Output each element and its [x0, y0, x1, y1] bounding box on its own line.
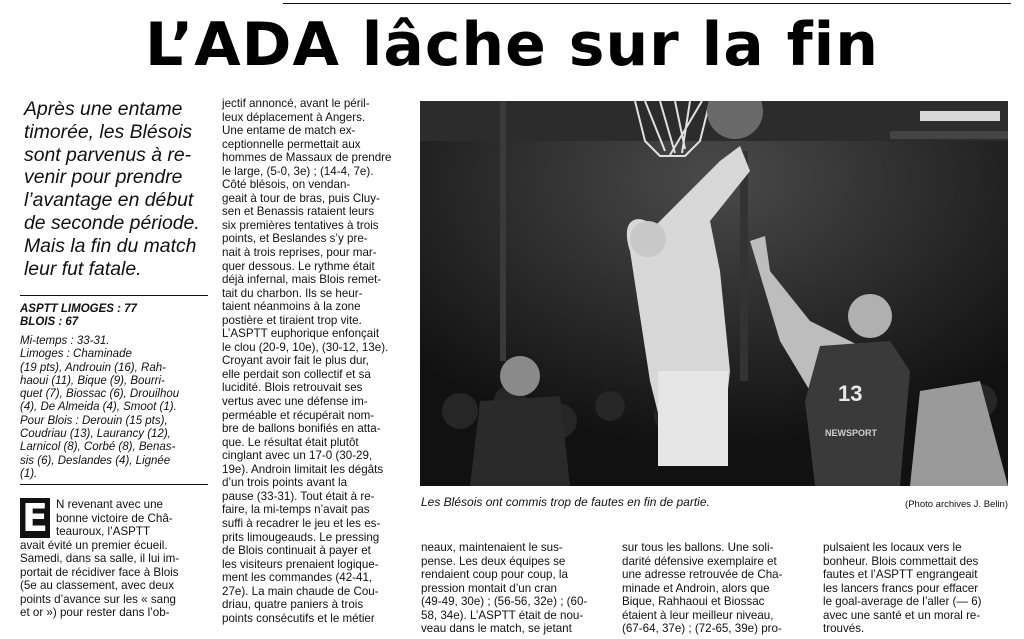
article-line: Bique, Rahhaoui et Biossac	[622, 595, 765, 609]
article-line: avec une santé et un moral re-	[823, 608, 981, 622]
compo-line: haoui (11), Bique (9), Bourri-	[20, 374, 165, 387]
article-line: les visiteurs prenaient logique-	[222, 557, 379, 571]
chapo-line: sont parvenus à re-	[24, 143, 192, 166]
article-line: Samedi, dans sa salle, il lui im-	[20, 552, 180, 566]
article-line: points d’avance sur les « sang	[20, 592, 176, 606]
article-line: bonheur. Blois commettait des	[823, 554, 979, 568]
score-box-top-rule	[20, 295, 208, 296]
compo-line: Larnicol (8), Corbé (8), Benas-	[20, 441, 176, 454]
article-line: perméable et récupérait nom-	[222, 408, 375, 422]
article-line: 58, 34e). L’ASPTT était de nou-	[421, 608, 584, 622]
article-line: points consécutifs et le métier	[222, 611, 375, 625]
jersey-sponsor: NEWSPORT	[825, 428, 878, 438]
article-line: teauroux, l’ASPTT	[56, 525, 151, 539]
article-line: pression montait d’un cran	[421, 581, 557, 595]
chapo-line: venir pour prendre	[24, 166, 183, 189]
article-line: (5e au classement, avec deux	[20, 579, 175, 593]
article-line: les lancers francs pour effacer	[823, 581, 979, 595]
article-line: pulsaient les locaux vers le	[823, 541, 962, 554]
chapo-line: l’avantage en début	[24, 189, 194, 212]
article-line: et or ») pour rester dans l’ob-	[20, 606, 170, 620]
compo-line: Limoges : Chaminade	[20, 348, 132, 361]
article-line: une adresse retrouvée de Cha-	[622, 568, 783, 582]
chapo-line: Mais la fin du match	[24, 234, 197, 257]
compo-line: sis (6), Deslandes (4), Lignée	[20, 454, 171, 467]
article-line: rendaient coup pour coup, la	[421, 568, 568, 582]
article-line: vertus avec une défense im-	[222, 395, 368, 409]
article-line: minade et Androin, alors que	[622, 581, 770, 595]
article-line: de Blois continuait à payer et	[222, 544, 371, 558]
article-line: déjà infernal, mais Blois remet-	[222, 273, 382, 287]
article-line: Côté blésois, on vendan-	[222, 178, 351, 192]
score-home: ASPTT LIMOGES : 77	[20, 303, 137, 315]
article-line: ceptionnelle permettait aux	[222, 137, 361, 151]
article-column-2	[222, 97, 414, 625]
article-line: que. Le résultat était plutôt	[222, 435, 359, 449]
article-line: fautes et l’ASPTT engrangeait	[823, 568, 978, 582]
chapo-line: timorée, les Blésois	[24, 120, 193, 143]
article-line: postière et tiraient trop vite.	[222, 313, 362, 327]
compo-line: (4), De Almeida (4), Smoot (1).	[20, 401, 177, 414]
game-photo	[420, 101, 1008, 486]
article-line: elle perdait son collectif et sa	[222, 367, 371, 381]
article-line: geait à tour de bras, puis Cluy-	[222, 191, 380, 205]
photo-caption: Les Blésois ont commis trop de fautes en fin de partie.	[421, 495, 710, 509]
article-line: le goal-average de l’aller (— 6)	[823, 595, 982, 609]
article-line: 27e). La main chaude de Cou-	[222, 584, 379, 598]
article-line: trouvés.	[823, 622, 865, 636]
article-line: (67-64, 37e) ; (72-65, 39e) pro-	[622, 622, 782, 636]
article-line: jectif annoncé, avant le péril-	[222, 97, 370, 110]
article-line: avait évité un premier écueil.	[20, 538, 168, 552]
article-line: veau dans le match, se jetant	[421, 622, 572, 636]
score-away: BLOIS : 67	[20, 316, 79, 328]
top-rule	[283, 3, 1011, 4]
article-line: N revenant avec une	[56, 498, 163, 511]
photo-credit: (Photo archives J. Belin)	[905, 499, 1008, 510]
article-line: quer dessous. Le rythme était	[222, 259, 375, 273]
article-line: le large, (5-0, 3e) ; (14-4, 7e).	[222, 164, 374, 178]
score-box	[20, 303, 210, 329]
article-line: bonne victoire de Châ-	[56, 511, 173, 525]
article-line: cinglant avec un 17-0 (30-29,	[222, 449, 373, 463]
team-composition	[20, 335, 210, 481]
article-column-3	[421, 541, 611, 636]
article-line: (49-49, 30e) ; (56-56, 32e) ; (60-	[421, 595, 588, 609]
article-line: L’ASPTT euphorique enfonçait	[222, 327, 380, 341]
headline: L’ADA lâche sur la fin	[145, 10, 879, 80]
chapo-line: Après une entame	[24, 98, 183, 120]
chapo-intro	[24, 98, 207, 280]
article-column-5	[823, 541, 1013, 636]
article-line: leux déplacement à Angers.	[222, 110, 366, 124]
article-line: Croyant avoir fait le plus dur,	[222, 354, 369, 368]
article-line: ment les commandes (42-41,	[222, 571, 373, 585]
article-column-4	[622, 541, 812, 636]
article-line: bre de ballons bonifiés en atta-	[222, 422, 381, 436]
chapo-line: de seconde période.	[24, 211, 200, 234]
compo-line: (1).	[20, 467, 38, 480]
article-line: nait à trois reprises, pour mar-	[222, 246, 377, 260]
article-line: portait de récidiver face à Blois	[20, 565, 179, 579]
article-line: driau, quatre paniers à trois	[222, 598, 364, 612]
article-line: suffi à recadrer le jeu et les es-	[222, 516, 381, 530]
article-line: points, et Beslandes s’y pre-	[222, 232, 368, 246]
compo-line: Pour Blois : Derouin (15 pts),	[20, 414, 168, 427]
article-line: prits limougeauds. Le pressing	[222, 530, 380, 544]
article-column-1	[20, 498, 212, 620]
article-line: pause (33-31). Tout était à re-	[222, 489, 375, 503]
article-line: tait du charbon. Ils se heur-	[222, 286, 363, 300]
compo-line: (19 pts), Androuin (16), Rah-	[20, 361, 166, 374]
article-line: le clou (20-9, 10e), (30-12, 13e).	[222, 340, 389, 354]
article-line: étaient à leur meilleur niveau,	[622, 608, 774, 622]
article-line: six premières tentatives à trois	[222, 218, 379, 232]
article-line: Une entame de match ex-	[222, 124, 356, 138]
jersey-number: 13	[838, 381, 863, 406]
drop-cap: E	[20, 498, 50, 538]
article-line: taient néanmoins à la zone	[222, 300, 361, 314]
article-line: sur tous les ballons. Une soli-	[622, 541, 774, 554]
article-line: sen et Benassis rataient leurs	[222, 205, 375, 219]
compo-line: Mi-temps : 33-31.	[20, 335, 110, 347]
compo-line: Coudriau (13), Laurancy (12),	[20, 428, 171, 441]
article-line: darité défensive exemplaire et	[622, 554, 777, 568]
article-line: 19e). Androin limitait les dégâts	[222, 462, 384, 476]
article-line: neaux, maintenaient le sus-	[421, 541, 563, 554]
article-line: hommes de Massaux de prendre	[222, 151, 392, 165]
article-line: faire, la mi-temps n’avait pas	[222, 503, 370, 517]
article-line: lucidité. Blois retrouvait ses	[222, 381, 363, 395]
article-line: d’un trois points avant la	[222, 476, 348, 490]
basketball-photo-illustration	[420, 101, 1008, 486]
chapo-line: leur fut fatale.	[24, 257, 142, 280]
score-box-bottom-rule	[20, 484, 208, 485]
compo-line: quet (7), Biossac (6), Drouilhou	[20, 388, 180, 401]
article-line: pense. Les deux équipes se	[421, 554, 566, 568]
